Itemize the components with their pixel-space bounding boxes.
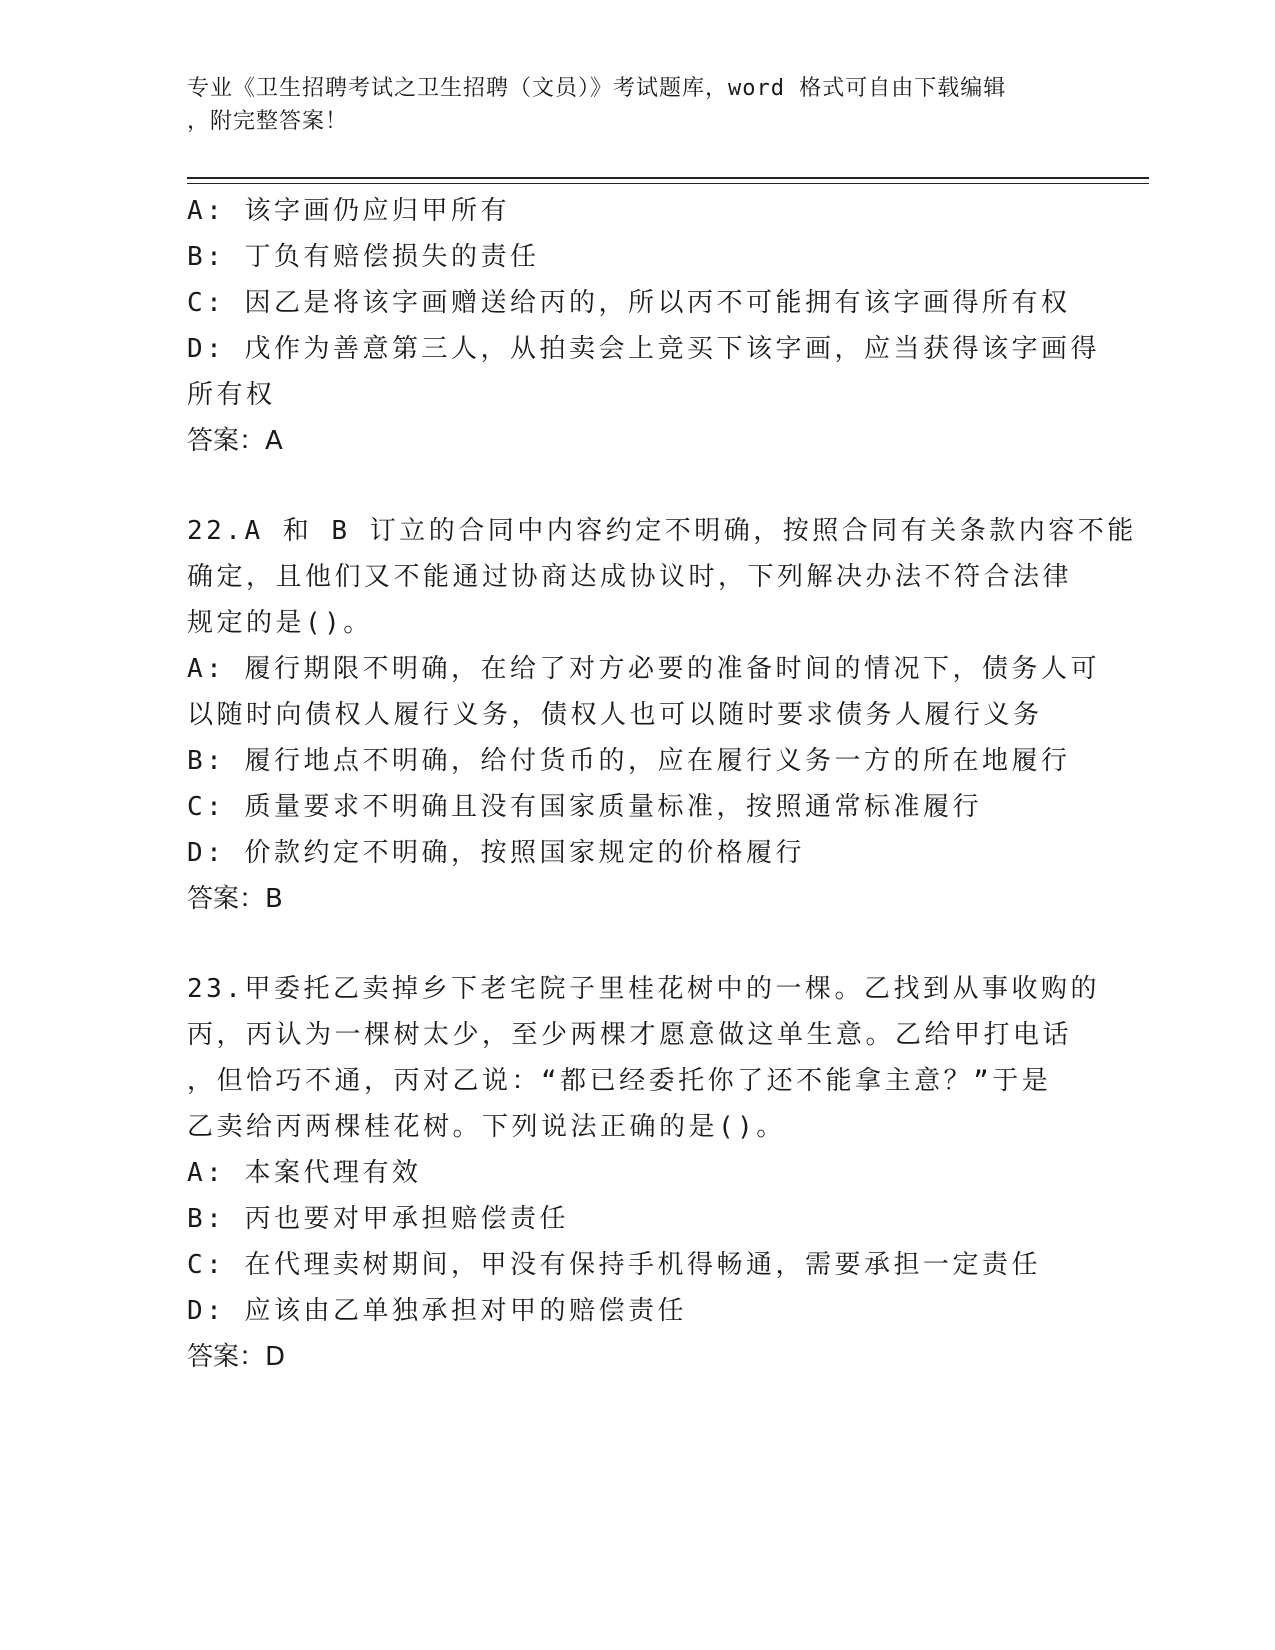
option-a: A: 该字画仍应归甲所有 xyxy=(187,196,510,226)
answer-label: 答案：A xyxy=(187,426,283,456)
question-text: ，但恰巧不通，丙对乙说：“都已经委托你了还不能拿主意？”于是 xyxy=(187,1066,1052,1096)
option-d: D: 应该由乙单独承担对甲的赔偿责任 xyxy=(187,1296,687,1326)
option-a-continued: 以随时向债权人履行义务，债权人也可以随时要求债务人履行义务 xyxy=(187,700,1043,730)
question-text: 23.甲委托乙卖掉乡下老宅院子里桂花树中的一棵。乙找到从事收购的 xyxy=(187,974,1100,1004)
header-divider-thin xyxy=(187,183,1149,184)
question-text: 乙卖给丙两棵桂花树。下列说法正确的是()。 xyxy=(187,1112,786,1142)
option-c: C: 质量要求不明确且没有国家质量标准，按照通常标准履行 xyxy=(187,792,982,822)
question-text: 确定，且他们又不能通过协商达成协议时，下列解决办法不符合法律 xyxy=(187,562,1073,592)
option-a: A: 本案代理有效 xyxy=(187,1158,422,1188)
document-header xyxy=(187,72,1067,138)
question-23-block xyxy=(187,966,1100,1380)
option-b: B: 丁负有赔偿损失的责任 xyxy=(187,242,540,272)
question-22-block xyxy=(187,508,1137,922)
question-21-block xyxy=(187,188,1100,464)
option-a: A: 履行期限不明确，在给了对方必要的准备时间的情况下，债务人可 xyxy=(187,654,1100,684)
question-text: 22.A 和 B 订立的合同中内容约定不明确，按照合同有关条款内容不能 xyxy=(187,516,1137,546)
header-divider-thick xyxy=(187,177,1149,179)
option-c: C: 在代理卖树期间，甲没有保持手机得畅通，需要承担一定责任 xyxy=(187,1250,1041,1280)
option-d: D: 戊作为善意第三人，从拍卖会上竞买下该字画，应当获得该字画得 xyxy=(187,334,1100,364)
question-text: 丙，丙认为一棵树太少，至少两棵才愿意做这单生意。乙给甲打电话 xyxy=(187,1020,1073,1050)
question-text: 规定的是()。 xyxy=(187,608,373,638)
answer-label: 答案：B xyxy=(187,884,283,914)
option-d-continued: 所有权 xyxy=(187,380,276,410)
option-b: B: 履行地点不明确，给付货币的，应在履行义务一方的所在地履行 xyxy=(187,746,1071,776)
option-b: B: 丙也要对甲承担赔偿责任 xyxy=(187,1204,569,1234)
document-body xyxy=(187,188,1137,1380)
option-d: D: 价款约定不明确，按照国家规定的价格履行 xyxy=(187,838,805,868)
header-line-1: 专业《卫生招聘考试之卫生招聘（文员）》考试题库，word 格式可自由下载编辑 xyxy=(187,76,1007,101)
header-line-2: ，附完整答案！ xyxy=(187,109,349,134)
option-c: C: 因乙是将该字画赠送给丙的，所以丙不可能拥有该字画得所有权 xyxy=(187,288,1071,318)
answer-label: 答案：D xyxy=(187,1342,286,1372)
